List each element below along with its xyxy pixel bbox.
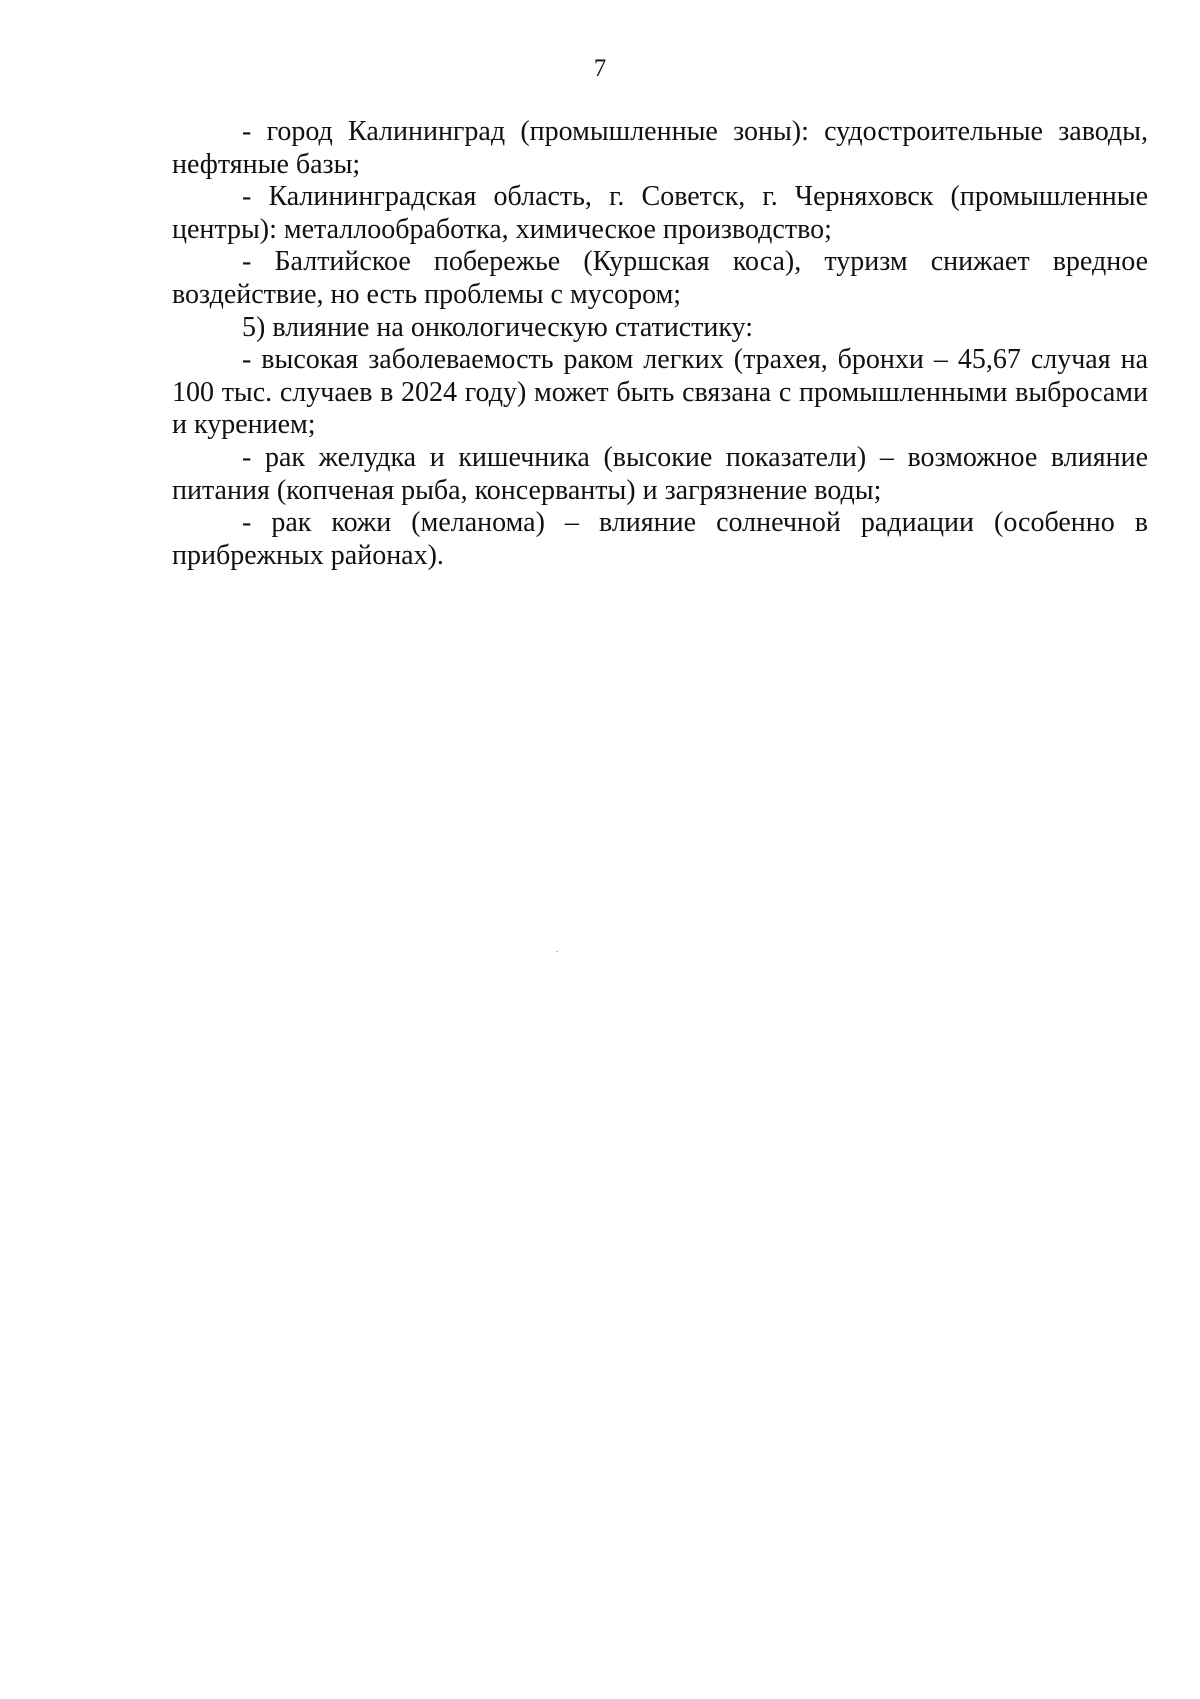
paragraph-kaliningrad-region: - Калининградская область, г. Советск, г. Черняховск (промышленные центры): металлообработка, химическое производство; <box>172 181 1148 245</box>
paragraph-skin-cancer: - рак кожи (меланома) – влияние солнечной радиации (особенно в прибрежных районах). <box>172 507 1148 571</box>
document-body <box>172 116 1148 572</box>
paragraph-oncology-heading: 5) влияние на онкологическую статистику: <box>242 311 754 343</box>
paragraph-stomach-cancer: - рак желудка и кишечника (высокие показатели) – возможное влияние питания (копченая рыба, консерванты) и загрязнение воды; <box>172 441 1148 506</box>
scan-speck <box>556 951 558 952</box>
page-number: 7 <box>593 55 607 82</box>
paragraph-lung-cancer: - высокая заболеваемость раком легких (трахея, бронхи – 45,67 случая на 100 тыс. случаев в 2024 году) может быть связана с промышленными выбросами и курением; <box>172 344 1148 441</box>
paragraph-baltic-coast: - Балтийское побережье (Куршская коса), туризм снижает вредное воздействие, но есть проблемы с мусором; <box>172 246 1148 310</box>
paragraph-kaliningrad-city: - город Калининград (промышленные зоны): судостроительные заводы, нефтяные базы; <box>172 116 1148 180</box>
